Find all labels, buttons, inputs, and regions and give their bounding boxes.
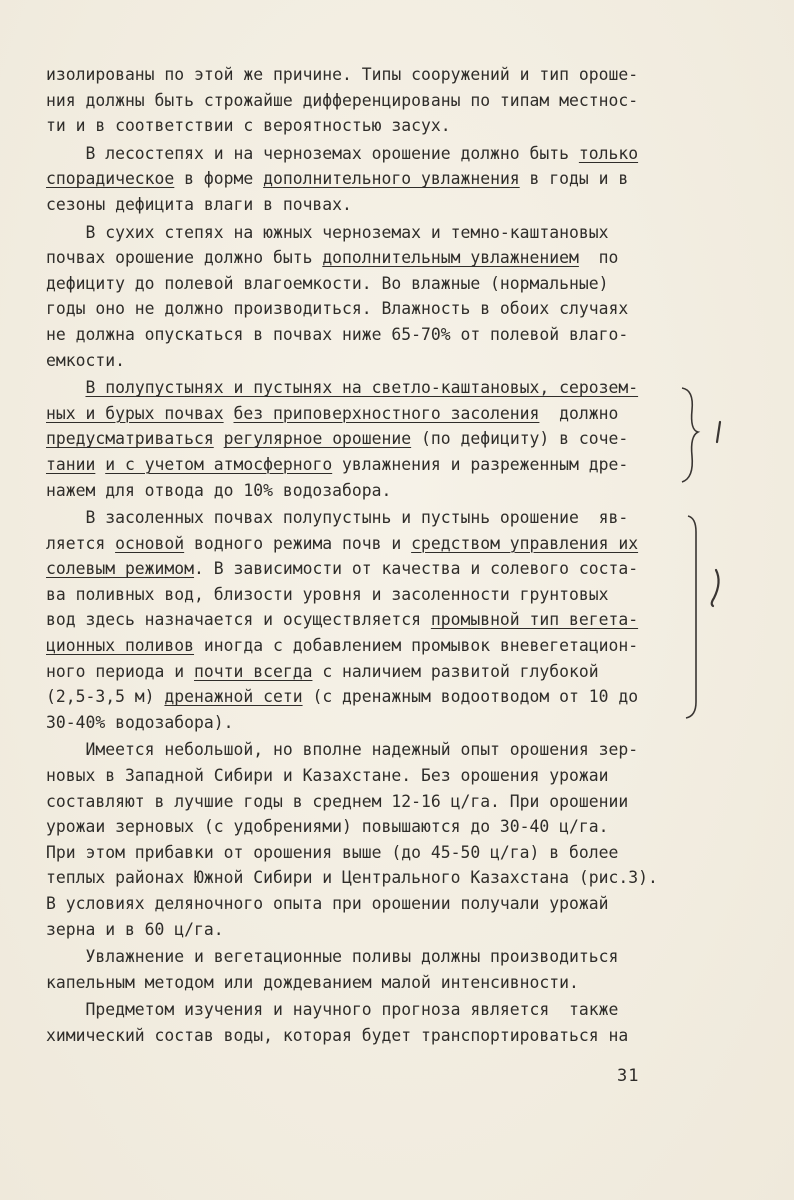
text-line bbox=[46, 865, 686, 891]
text-line bbox=[46, 531, 686, 557]
text-segment: дополнительного увлажнения bbox=[263, 169, 520, 189]
text-line bbox=[46, 763, 686, 789]
text-segment: В лесостепях и на черноземах орошение должно быть bbox=[46, 143, 579, 163]
text-segment: почвах орошение должно быть bbox=[46, 248, 323, 268]
text-segment: ва поливных вод, близости уровня и засоленности грунтовых bbox=[46, 584, 609, 604]
text-segment: химический состав воды, которая будет транспортироваться на bbox=[46, 1025, 629, 1045]
text-segment: без приповерхностного засоления bbox=[233, 403, 540, 423]
text-line bbox=[46, 452, 686, 478]
text-segment: дефициту до полевой влагоемкости. Во влажные (нормальные) bbox=[46, 273, 609, 293]
text-line bbox=[46, 141, 686, 167]
text-segment: . В зависимости от качества и солевого соста- bbox=[194, 559, 639, 579]
text-line bbox=[46, 1023, 686, 1049]
text-segment: и с учетом атмосферного bbox=[105, 454, 333, 474]
text-segment: (по дефициту) в соче- bbox=[411, 429, 629, 449]
text-line bbox=[46, 710, 686, 736]
text-line bbox=[46, 348, 686, 374]
text-segment: Увлажнение и вегетационные поливы должны производиться bbox=[46, 947, 619, 967]
text-segment: теплых районах Южной Сибири и Центрального Казахстана (рис.3). bbox=[46, 868, 658, 888]
text-segment: (2,5-3,5 м) bbox=[46, 687, 165, 707]
text-segment: ти и в соответствии с вероятностью засух. bbox=[46, 116, 451, 136]
text-segment bbox=[214, 429, 224, 448]
text-segment: В полупустынях и пустынях на светло-каштановых, серозем- bbox=[85, 378, 639, 398]
text-line bbox=[46, 917, 686, 943]
text-line bbox=[46, 62, 686, 88]
text-segment: нажем для отвода до 10% водозабора. bbox=[46, 480, 392, 500]
text-line bbox=[46, 659, 686, 685]
text-segment: с наличием развитой глубокой bbox=[312, 661, 599, 681]
text-segment: Имеется небольшой, но вполне надежный опыт орошения зер- bbox=[46, 740, 639, 760]
text-segment: основой bbox=[115, 533, 185, 553]
text-segment: дополнительным увлажнением bbox=[322, 248, 579, 268]
text-segment: предусматриваться bbox=[46, 429, 214, 449]
text-segment bbox=[46, 378, 85, 397]
text-line bbox=[46, 322, 686, 348]
text-line bbox=[46, 478, 686, 504]
text-segment: регулярное орошение bbox=[223, 429, 412, 449]
text-line bbox=[46, 556, 686, 582]
text-line bbox=[46, 505, 686, 531]
text-line bbox=[46, 997, 686, 1023]
text-line bbox=[46, 296, 686, 322]
text-segment: увлажнения и разреженным дре- bbox=[332, 454, 629, 474]
text-segment: 30-40% водозабора). bbox=[46, 712, 234, 732]
text-line bbox=[46, 401, 686, 427]
text-segment: емкости. bbox=[46, 350, 125, 370]
text-segment: капельным методом или дождеванием малой интенсивности. bbox=[46, 972, 579, 992]
text-segment: в годы и в bbox=[519, 169, 629, 189]
text-line bbox=[46, 375, 686, 401]
text-segment: ния должны быть строжайше дифференцированы по типам местнос- bbox=[46, 90, 639, 110]
text-line bbox=[46, 220, 686, 246]
text-segment: вод здесь назначается и осуществляется bbox=[46, 610, 431, 630]
text-line bbox=[46, 166, 686, 192]
text-line bbox=[46, 789, 686, 815]
text-segment: средством управления их bbox=[411, 533, 639, 553]
text-line bbox=[46, 814, 686, 840]
text-line bbox=[46, 840, 686, 866]
text-segment bbox=[95, 455, 105, 474]
text-line bbox=[46, 944, 686, 970]
text-segment: иногда с добавлением промывок вневегетацион- bbox=[194, 636, 639, 656]
text-segment: спорадическое bbox=[46, 169, 175, 189]
text-segment: ного периода и bbox=[46, 661, 195, 681]
text-segment: водного режима почв и bbox=[184, 533, 412, 553]
text-line bbox=[46, 891, 686, 917]
text-line bbox=[46, 426, 686, 452]
text-line bbox=[46, 245, 686, 271]
text-line bbox=[46, 737, 686, 763]
text-segment: изолированы по этой же причине. Типы сооружений и тип ороше- bbox=[46, 65, 639, 84]
text-segment: тании bbox=[46, 454, 96, 474]
text-segment: ных и бурых почвах bbox=[46, 403, 224, 423]
text-line bbox=[46, 192, 686, 218]
text-line bbox=[46, 582, 686, 608]
text-line bbox=[46, 633, 686, 659]
text-line bbox=[46, 271, 686, 297]
text-segment: ляется bbox=[46, 533, 116, 553]
text-segment: В условиях деляночного опыта при орошении получали урожай bbox=[46, 894, 609, 913]
text-segment: урожаи зерновых (с удобрениями) повышаются до 30-40 ц/га. bbox=[46, 817, 609, 837]
text-segment: только bbox=[578, 143, 639, 163]
body-text bbox=[46, 62, 686, 1049]
text-segment: не должна опускаться в почвах ниже 65-70% от полевой влаго- bbox=[46, 324, 629, 344]
text-segment: годы оно не должно производиться. Влажность в обоих случаях bbox=[46, 299, 629, 319]
text-segment: промывной тип вегета- bbox=[430, 610, 639, 630]
text-segment: должно bbox=[539, 403, 619, 423]
text-segment: В сухих степях на южных черноземах и темно-каштановых bbox=[46, 222, 609, 242]
text-line bbox=[46, 88, 686, 114]
text-segment: При этом прибавки от орошения выше (до 45-50 ц/га) в более bbox=[46, 842, 619, 862]
margin-brace-annotation bbox=[676, 380, 746, 490]
margin-bracket-annotation bbox=[680, 512, 740, 722]
text-segment: ционных поливов bbox=[46, 636, 195, 656]
text-line bbox=[46, 113, 686, 139]
page-number: 31 bbox=[617, 1066, 640, 1086]
text-segment: составляют в лучшие годы в среднем 12-16 ц/га. При орошении bbox=[46, 791, 629, 811]
text-segment: по bbox=[578, 248, 619, 268]
text-segment: солевым режимом bbox=[46, 559, 195, 579]
text-line bbox=[46, 607, 686, 633]
text-segment: почти всегда bbox=[194, 661, 313, 681]
text-segment bbox=[224, 404, 234, 423]
text-segment: Предметом изучения и научного прогноза является также bbox=[46, 1000, 619, 1020]
text-segment: сезоны дефицита влаги в почвах. bbox=[46, 194, 352, 214]
text-segment: зерна и в 60 ц/га. bbox=[46, 919, 224, 939]
text-segment: В засоленных почвах полупустынь и пустынь орошение яв- bbox=[46, 508, 629, 528]
text-segment: в форме bbox=[174, 169, 264, 189]
text-line bbox=[46, 684, 686, 710]
text-segment: новых в Западной Сибири и Казахстане. Без орошения урожаи bbox=[46, 766, 609, 786]
text-line bbox=[46, 970, 686, 996]
text-segment: (с дренажным водоотводом от 10 до bbox=[302, 687, 639, 707]
text-segment: дренажной сети bbox=[164, 687, 303, 707]
